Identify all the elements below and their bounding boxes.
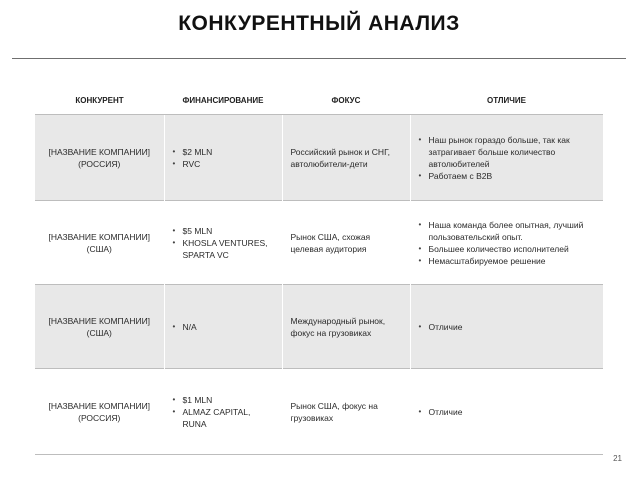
difference-item: • Отличие — [419, 321, 598, 333]
cell-difference — [410, 201, 603, 285]
company-name: [НАЗВАНИЕ КОМПАНИИ] — [48, 400, 151, 411]
header-difference: ОТЛИЧИЕ — [487, 95, 526, 105]
cell-company — [35, 285, 164, 369]
difference-item: • Большее количество исполнителей — [419, 243, 598, 255]
cell-focus: Рынок США, фокус на грузовиках — [282, 369, 410, 455]
company-country: (США) — [86, 243, 112, 254]
cell-focus: Рынок США, схожая целевая аудитория — [282, 201, 410, 285]
table-header-row — [35, 86, 603, 115]
company-name: [НАЗВАНИЕ КОМПАНИИ] — [48, 146, 151, 157]
company-country: (РОССИЯ) — [78, 412, 121, 423]
table-row — [35, 115, 603, 201]
company-country: (США) — [86, 327, 112, 338]
cell-company — [35, 115, 164, 201]
funding-item: • ALMAZ CAPITAL, RUNA — [173, 406, 276, 430]
cell-difference — [410, 115, 603, 201]
cell-company — [35, 369, 164, 455]
difference-item: • Немасштабируемое решение — [419, 255, 598, 267]
cell-difference — [410, 369, 603, 455]
difference-item: • Работаем с B2B — [419, 170, 598, 182]
table-row — [35, 201, 603, 285]
page-number: 21 — [613, 454, 622, 463]
cell-focus: Российский рынок и СНГ, автолюбители-дети — [282, 115, 410, 201]
title-divider — [12, 58, 626, 59]
cell-funding — [164, 201, 282, 285]
table-row — [35, 285, 603, 369]
page-title: КОНКУРЕНТНЫЙ АНАЛИЗ — [178, 12, 460, 35]
table-row — [35, 369, 603, 455]
cell-funding — [164, 285, 282, 369]
cell-focus: Международный рынок, фокус на грузовиках — [282, 285, 410, 369]
cell-company — [35, 201, 164, 285]
funding-item: • $2 MLN — [173, 146, 276, 158]
cell-funding — [164, 369, 282, 455]
difference-item: • Наша команда более опытная, лучший пользовательский опыт. — [419, 219, 598, 243]
funding-item: • $5 MLN — [173, 225, 276, 237]
difference-item: • Наш рынок гораздо больше, так как затрагивает больше количество автолюбителей — [419, 134, 598, 170]
competitor-table — [35, 86, 603, 455]
company-country: (РОССИЯ) — [78, 158, 121, 169]
cell-funding — [164, 115, 282, 201]
header-competitor: КОНКУРЕНТ — [75, 95, 124, 105]
funding-item: • $1 MLN — [173, 394, 276, 406]
difference-item: • Отличие — [419, 406, 598, 418]
company-name: [НАЗВАНИЕ КОМПАНИИ] — [48, 315, 151, 326]
funding-item: • KHOSLA VENTURES, SPARTA VC — [173, 237, 276, 261]
company-name: [НАЗВАНИЕ КОМПАНИИ] — [48, 231, 151, 242]
funding-item: • N/A — [173, 321, 276, 333]
header-funding: ФИНАНСИРОВАНИЕ — [182, 95, 264, 105]
funding-item: • RVC — [173, 158, 276, 170]
cell-difference — [410, 285, 603, 369]
header-focus: ФОКУС — [331, 95, 361, 105]
